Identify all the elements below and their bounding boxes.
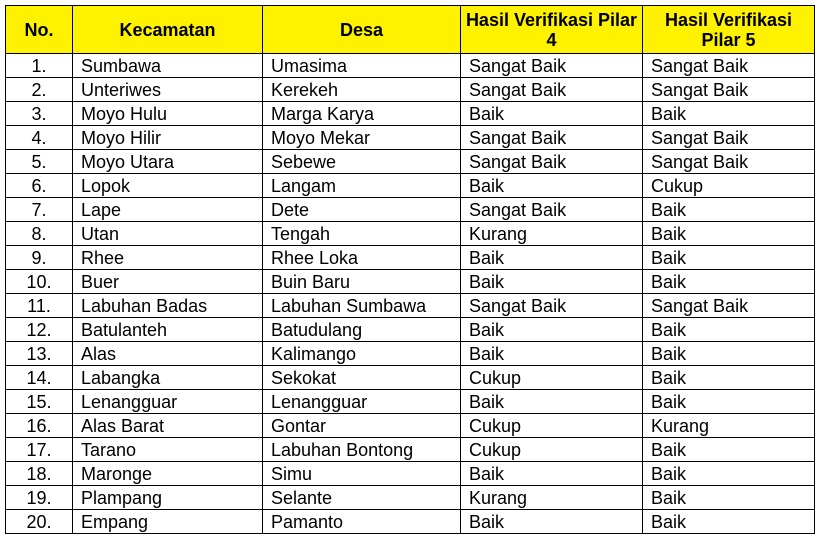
cell-kecamatan: Labangka: [73, 366, 263, 390]
cell-desa: Batudulang: [263, 318, 461, 342]
cell-kecamatan: Lape: [73, 198, 263, 222]
cell-pilar4: Sangat Baik: [461, 150, 643, 174]
cell-pilar4: Sangat Baik: [461, 198, 643, 222]
cell-kecamatan: Moyo Hilir: [73, 126, 263, 150]
cell-kecamatan: Plampang: [73, 486, 263, 510]
header-pilar4: Hasil Verifikasi Pilar 4: [461, 6, 643, 54]
cell-pilar5: Sangat Baik: [643, 78, 815, 102]
cell-desa: Dete: [263, 198, 461, 222]
table-row: [6, 102, 815, 126]
cell-desa: Selante: [263, 486, 461, 510]
cell-desa: Tengah: [263, 222, 461, 246]
table-row: [6, 510, 815, 534]
cell-desa: Labuhan Sumbawa: [263, 294, 461, 318]
cell-pilar5: Sangat Baik: [643, 294, 815, 318]
cell-kecamatan: Maronge: [73, 462, 263, 486]
table-row: [6, 54, 815, 78]
cell-desa: Sekokat: [263, 366, 461, 390]
table-row: [6, 222, 815, 246]
cell-no: 16.: [6, 414, 73, 438]
table-body: [6, 54, 815, 534]
cell-pilar4: Kurang: [461, 222, 643, 246]
cell-pilar4: Kurang: [461, 486, 643, 510]
cell-no: 19.: [6, 486, 73, 510]
header-row: [6, 6, 815, 54]
header-kecamatan: Kecamatan: [73, 6, 263, 54]
cell-pilar5: Sangat Baik: [643, 126, 815, 150]
cell-pilar4: Baik: [461, 174, 643, 198]
cell-no: 12.: [6, 318, 73, 342]
table-row: [6, 438, 815, 462]
cell-pilar5: Baik: [643, 342, 815, 366]
header-desa: Desa: [263, 6, 461, 54]
cell-pilar5: Baik: [643, 390, 815, 414]
cell-pilar4: Sangat Baik: [461, 54, 643, 78]
cell-kecamatan: Alas: [73, 342, 263, 366]
cell-kecamatan: Moyo Utara: [73, 150, 263, 174]
cell-pilar4: Baik: [461, 462, 643, 486]
table-row: [6, 462, 815, 486]
cell-pilar5: Baik: [643, 486, 815, 510]
cell-kecamatan: Batulanteh: [73, 318, 263, 342]
cell-no: 20.: [6, 510, 73, 534]
table-row: [6, 366, 815, 390]
cell-desa: Sebewe: [263, 150, 461, 174]
cell-no: 15.: [6, 390, 73, 414]
cell-pilar4: Baik: [461, 510, 643, 534]
cell-pilar4: Sangat Baik: [461, 294, 643, 318]
cell-pilar5: Baik: [643, 246, 815, 270]
header-pilar5: Hasil Verifikasi Pilar 5: [643, 6, 815, 54]
table-row: [6, 270, 815, 294]
cell-no: 9.: [6, 246, 73, 270]
cell-no: 17.: [6, 438, 73, 462]
cell-no: 3.: [6, 102, 73, 126]
cell-pilar5: Kurang: [643, 414, 815, 438]
cell-desa: Simu: [263, 462, 461, 486]
cell-no: 11.: [6, 294, 73, 318]
cell-pilar4: Sangat Baik: [461, 78, 643, 102]
cell-kecamatan: Buer: [73, 270, 263, 294]
table-row: [6, 342, 815, 366]
cell-pilar4: Baik: [461, 246, 643, 270]
cell-pilar5: Baik: [643, 270, 815, 294]
table-row: [6, 174, 815, 198]
table-row: [6, 486, 815, 510]
cell-kecamatan: Alas Barat: [73, 414, 263, 438]
cell-no: 10.: [6, 270, 73, 294]
cell-pilar5: Cukup: [643, 174, 815, 198]
cell-pilar5: Baik: [643, 102, 815, 126]
cell-desa: Gontar: [263, 414, 461, 438]
cell-pilar5: Baik: [643, 366, 815, 390]
cell-desa: Pamanto: [263, 510, 461, 534]
cell-kecamatan: Tarano: [73, 438, 263, 462]
table-header: [6, 6, 815, 54]
cell-pilar4: Cukup: [461, 414, 643, 438]
cell-desa: Buin Baru: [263, 270, 461, 294]
cell-desa: Lenangguar: [263, 390, 461, 414]
table-row: [6, 198, 815, 222]
cell-desa: Umasima: [263, 54, 461, 78]
cell-desa: Moyo Mekar: [263, 126, 461, 150]
cell-pilar4: Baik: [461, 390, 643, 414]
cell-desa: Rhee Loka: [263, 246, 461, 270]
cell-no: 6.: [6, 174, 73, 198]
cell-pilar4: Cukup: [461, 438, 643, 462]
cell-kecamatan: Lenangguar: [73, 390, 263, 414]
cell-pilar5: Baik: [643, 222, 815, 246]
cell-pilar4: Baik: [461, 270, 643, 294]
cell-kecamatan: Empang: [73, 510, 263, 534]
cell-pilar5: Baik: [643, 462, 815, 486]
cell-kecamatan: Sumbawa: [73, 54, 263, 78]
cell-kecamatan: Utan: [73, 222, 263, 246]
table-row: [6, 126, 815, 150]
cell-pilar4: Baik: [461, 342, 643, 366]
cell-pilar5: Sangat Baik: [643, 150, 815, 174]
cell-no: 5.: [6, 150, 73, 174]
table-row: [6, 246, 815, 270]
cell-no: 7.: [6, 198, 73, 222]
cell-no: 1.: [6, 54, 73, 78]
cell-no: 8.: [6, 222, 73, 246]
verification-table: [5, 5, 815, 534]
cell-kecamatan: Rhee: [73, 246, 263, 270]
cell-desa: Langam: [263, 174, 461, 198]
cell-pilar5: Baik: [643, 198, 815, 222]
cell-pilar5: Sangat Baik: [643, 54, 815, 78]
cell-desa: Kerekeh: [263, 78, 461, 102]
table-row: [6, 150, 815, 174]
cell-no: 2.: [6, 78, 73, 102]
cell-pilar4: Cukup: [461, 366, 643, 390]
header-no: No.: [6, 6, 73, 54]
cell-pilar5: Baik: [643, 318, 815, 342]
table-row: [6, 78, 815, 102]
cell-desa: Labuhan Bontong: [263, 438, 461, 462]
cell-desa: Marga Karya: [263, 102, 461, 126]
table-row: [6, 294, 815, 318]
cell-pilar4: Baik: [461, 318, 643, 342]
cell-no: 4.: [6, 126, 73, 150]
cell-kecamatan: Moyo Hulu: [73, 102, 263, 126]
cell-pilar4: Sangat Baik: [461, 126, 643, 150]
table-row: [6, 414, 815, 438]
cell-kecamatan: Unteriwes: [73, 78, 263, 102]
table-row: [6, 390, 815, 414]
cell-pilar5: Baik: [643, 510, 815, 534]
cell-kecamatan: Labuhan Badas: [73, 294, 263, 318]
cell-no: 18.: [6, 462, 73, 486]
cell-kecamatan: Lopok: [73, 174, 263, 198]
cell-pilar5: Baik: [643, 438, 815, 462]
table-row: [6, 318, 815, 342]
cell-no: 13.: [6, 342, 73, 366]
cell-pilar4: Baik: [461, 102, 643, 126]
cell-no: 14.: [6, 366, 73, 390]
cell-desa: Kalimango: [263, 342, 461, 366]
